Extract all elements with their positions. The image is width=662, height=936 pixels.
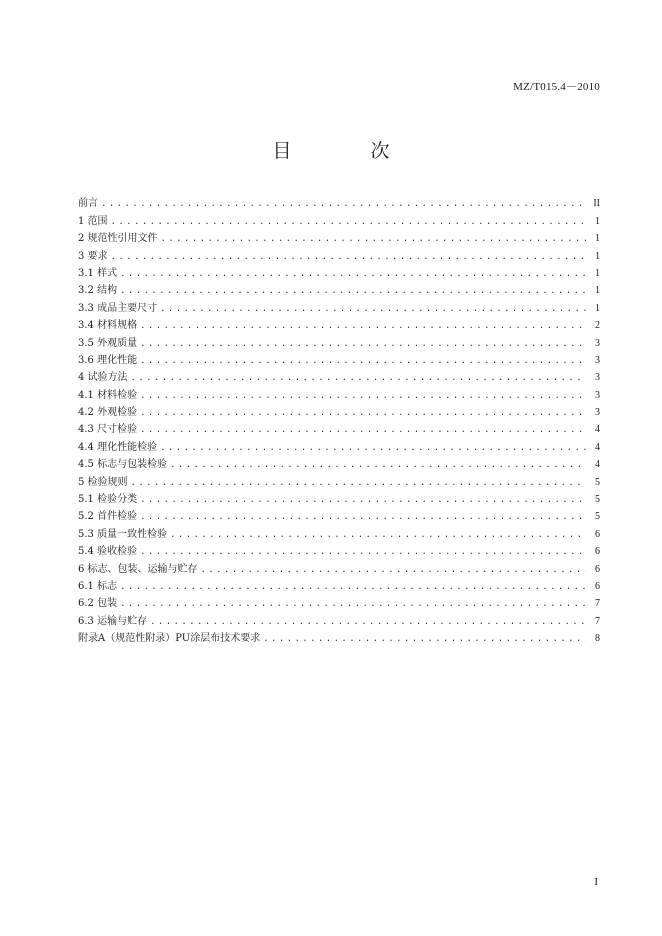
toc-entry-page: 5 bbox=[595, 494, 600, 506]
toc-entry-label: 1 范围 bbox=[78, 215, 108, 227]
toc-entry-page: 1 bbox=[595, 215, 600, 227]
toc-dot-leader bbox=[120, 598, 586, 610]
toc-entry[interactable] bbox=[78, 297, 600, 314]
toc-entry-page: 1 bbox=[595, 250, 600, 262]
toc-entry-page: 8 bbox=[595, 633, 600, 645]
toc-dot-leader bbox=[120, 285, 586, 297]
toc-dot-leader bbox=[140, 338, 586, 350]
toc-entry[interactable] bbox=[78, 280, 600, 297]
toc-dot-leader bbox=[120, 268, 586, 280]
toc-dot-leader bbox=[131, 477, 586, 489]
toc-dot-leader bbox=[140, 494, 586, 506]
toc-dot-leader bbox=[140, 320, 586, 332]
toc-entry[interactable] bbox=[78, 193, 600, 210]
toc-entry-label: 4.2 外观检验 bbox=[78, 407, 138, 419]
toc-entry-label: 5.2 首件检验 bbox=[78, 511, 138, 523]
toc-entry-page: 3 bbox=[595, 354, 600, 366]
toc-dot-leader bbox=[140, 424, 586, 436]
toc-dot-leader bbox=[170, 459, 586, 471]
toc-dot-leader bbox=[131, 372, 586, 384]
toc-entry-label: 4.4 理化性能检验 bbox=[78, 441, 158, 453]
toc-entry-label: 附录A（规范性附录）PU涂层布技术要求 bbox=[78, 633, 261, 645]
toc-dot-leader bbox=[140, 355, 586, 367]
toc-dot-leader bbox=[201, 564, 586, 576]
toc-dot-leader bbox=[120, 581, 586, 593]
toc-entry-label: 5.3 质量一致性检验 bbox=[78, 528, 168, 540]
toc-dot-leader bbox=[263, 633, 586, 645]
toc-dot-leader bbox=[140, 407, 586, 419]
toc-entry-page: 3 bbox=[595, 407, 600, 419]
toc-dot-leader bbox=[170, 529, 586, 541]
toc-entry-label: 3.4 材料规格 bbox=[78, 320, 138, 332]
toc-dot-leader bbox=[140, 390, 586, 402]
toc-dot-leader bbox=[161, 233, 586, 245]
toc-entry-page: 6 bbox=[595, 563, 600, 575]
toc-dot-leader bbox=[111, 251, 586, 263]
toc-entry[interactable] bbox=[78, 367, 600, 384]
toc-entry-page: 5 bbox=[595, 511, 600, 523]
toc-entry-page: 1 bbox=[595, 267, 600, 279]
toc-entry-label: 3.1 样式 bbox=[78, 267, 118, 279]
toc-dot-leader bbox=[150, 616, 586, 628]
toc-entry-page: 6 bbox=[595, 528, 600, 540]
toc-entry-label: 前言 bbox=[78, 198, 98, 210]
toc-entry[interactable] bbox=[78, 245, 600, 262]
table-of-contents bbox=[78, 193, 600, 645]
toc-entry-label: 3.2 结构 bbox=[78, 285, 118, 297]
toc-entry[interactable] bbox=[78, 402, 600, 419]
toc-entry[interactable] bbox=[78, 454, 600, 471]
toc-entry-label: 3.3 成品主要尺寸 bbox=[78, 302, 158, 314]
toc-entry-label: 6.2 包装 bbox=[78, 598, 118, 610]
toc-entry-label: 2 规范性引用文件 bbox=[78, 233, 158, 245]
toc-entry-page: II bbox=[593, 198, 600, 210]
toc-entry[interactable] bbox=[78, 332, 600, 349]
toc-entry-label: 6.3 运输与贮存 bbox=[78, 615, 148, 627]
toc-entry-page: 7 bbox=[595, 598, 600, 610]
toc-entry[interactable] bbox=[78, 506, 600, 523]
toc-entry-page: 7 bbox=[595, 615, 600, 627]
toc-entry[interactable] bbox=[78, 436, 600, 453]
toc-entry-page: 2 bbox=[595, 320, 600, 332]
toc-entry-page: 4 bbox=[595, 424, 600, 436]
toc-entry[interactable] bbox=[78, 523, 600, 540]
toc-entry-label: 6.1 标志 bbox=[78, 580, 118, 592]
toc-entry[interactable] bbox=[78, 210, 600, 227]
toc-entry[interactable] bbox=[78, 489, 600, 506]
toc-entry[interactable] bbox=[78, 610, 600, 627]
toc-entry-page: 1 bbox=[595, 285, 600, 297]
toc-entry-page: 3 bbox=[595, 389, 600, 401]
toc-entry[interactable] bbox=[78, 576, 600, 593]
toc-entry[interactable] bbox=[78, 471, 600, 488]
toc-entry-label: 5.4 验收检验 bbox=[78, 546, 138, 558]
toc-entry-page: 6 bbox=[595, 580, 600, 592]
toc-entry-label: 5 检验规则 bbox=[78, 476, 128, 488]
toc-entry-label: 4.1 材料检验 bbox=[78, 389, 138, 401]
toc-entry[interactable] bbox=[78, 228, 600, 245]
page-number: I bbox=[594, 876, 598, 888]
toc-entry[interactable] bbox=[78, 263, 600, 280]
toc-entry-page: 3 bbox=[595, 337, 600, 349]
toc-entry[interactable] bbox=[78, 541, 600, 558]
toc-dot-leader bbox=[111, 216, 586, 228]
toc-entry-label: 3.5 外观质量 bbox=[78, 337, 138, 349]
page-title: 目 次 bbox=[272, 140, 420, 162]
toc-dot-leader bbox=[140, 546, 586, 558]
toc-dot-leader bbox=[160, 442, 586, 454]
toc-dot-leader bbox=[101, 198, 586, 210]
toc-entry-page: 6 bbox=[595, 546, 600, 558]
toc-entry-label: 6 标志、包装、运输与贮存 bbox=[78, 563, 198, 575]
toc-entry-label: 5.1 检验分类 bbox=[78, 494, 138, 506]
toc-entry[interactable] bbox=[78, 419, 600, 436]
toc-entry-label: 4.3 尺寸检验 bbox=[78, 424, 138, 436]
toc-entry[interactable] bbox=[78, 593, 600, 610]
toc-entry-label: 3 要求 bbox=[78, 250, 108, 262]
toc-dot-leader bbox=[160, 303, 586, 315]
toc-entry-label: 4.5 标志与包装检验 bbox=[78, 459, 168, 471]
toc-entry-page: 4 bbox=[595, 441, 600, 453]
toc-entry[interactable] bbox=[78, 315, 600, 332]
toc-dot-leader bbox=[140, 511, 586, 523]
toc-entry-page: 5 bbox=[595, 476, 600, 488]
toc-entry[interactable] bbox=[78, 350, 600, 367]
toc-entry-label: 3.6 理化性能 bbox=[78, 354, 138, 366]
standard-code: MZ/T015.4－2010 bbox=[513, 81, 600, 93]
toc-entry-page: 1 bbox=[595, 302, 600, 314]
toc-entry-page: 3 bbox=[595, 372, 600, 384]
toc-entry-label: 4 试验方法 bbox=[78, 372, 128, 384]
toc-entry-page: 1 bbox=[595, 233, 600, 245]
toc-entry-page: 4 bbox=[595, 459, 600, 471]
toc-entry[interactable] bbox=[78, 384, 600, 401]
toc-entry[interactable] bbox=[78, 558, 600, 575]
toc-entry[interactable] bbox=[78, 628, 600, 645]
